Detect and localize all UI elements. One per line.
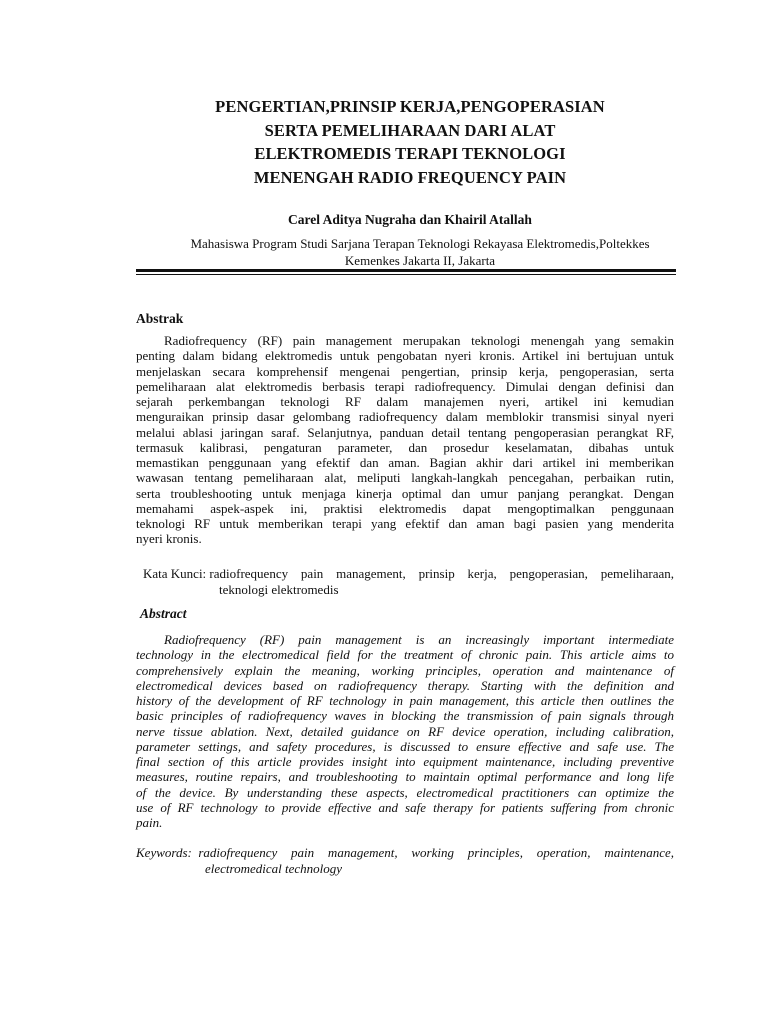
abstrak-line: nyeri kronis. bbox=[136, 531, 202, 547]
abstract-line: pain. bbox=[136, 815, 163, 830]
abstrak-body bbox=[136, 333, 674, 547]
affiliation-line: Mahasiswa Program Studi Sarjana Terapan Teknologi Rekayasa Elektromedis,Poltekkes bbox=[190, 236, 650, 251]
title-line: PENGERTIAN,PRINSIP KERJA,PENGOPERASIAN bbox=[215, 97, 605, 116]
abstrak-line: melalui ablasi jaringan saraf. Selanjutnya, panduan detail tentang pengoperasian perangkat RF, bbox=[136, 424, 674, 440]
authors: Carel Aditya Nugraha dan Khairil Atallah bbox=[288, 212, 532, 227]
keywords-label: Keywords: bbox=[136, 845, 199, 860]
abstract-line: final section of this article provides insight into equipment maintenance, including preventive bbox=[136, 754, 674, 769]
keywords-text: radiofrequency pain management, working principles, operation, maintenance, bbox=[198, 845, 674, 860]
abstrak-line: serta troubleshooting untuk menjaga kinerja optimal dan umur panjang perangkat. Dengan bbox=[136, 485, 674, 501]
paper-title bbox=[130, 95, 690, 189]
kata-kunci-row bbox=[143, 566, 674, 582]
keywords bbox=[136, 845, 674, 876]
abstrak-line: wawasan tentang pemeliharaan alat, meliputi langkah-langkah pencegahan, perbaikan rutin, bbox=[136, 470, 674, 486]
abstrak-heading: Abstrak bbox=[136, 311, 184, 326]
kata-kunci bbox=[143, 566, 674, 597]
abstract-line: of the device. By understanding these aspects, electromedical practitioners can optimize the bbox=[136, 784, 674, 800]
abstrak-line: Radiofrequency (RF) pain management merupakan teknologi menengah yang semakin bbox=[164, 333, 674, 348]
kata-kunci-label: Kata Kunci: bbox=[143, 566, 210, 581]
abstrak-line: menjelaskan secara komprehensif mengenai pengertian, prinsip kerja, pengoperasian, serta bbox=[136, 363, 674, 379]
abstrak-line: teknologi RF untuk memberikan terapi yang efektif dan aman bagi pasien yang menderita bbox=[136, 516, 674, 531]
abstrak-line: penting dalam bidang elektromedis untuk pengobatan nyeri kronis. Artikel ini bertujuan untuk bbox=[136, 348, 674, 364]
affiliation bbox=[150, 235, 690, 269]
abstract-body bbox=[136, 632, 674, 830]
abstract-line: comprehensively explain the meaning, working principles, operation and maintenance of bbox=[136, 662, 674, 678]
title-line: MENENGAH RADIO FREQUENCY PAIN bbox=[253, 167, 567, 187]
abstrak-line: menguraikan prinsip dasar gelombang radiofrequency dalam memblokir transmisi sinyal nyeri bbox=[136, 409, 674, 425]
affiliation-line: Kemenkes Jakarta II, Jakarta bbox=[344, 253, 496, 268]
title-line: ELEKTROMEDIS TERAPI TEKNOLOGI bbox=[254, 144, 566, 163]
abstrak-line: memastikan penggunaan yang efektif dan aman. Bagian akhir dari artikel ini memberikan bbox=[136, 455, 674, 470]
abstrak-line: sejarah perkembangan teknologi RF dalam manajemen nyeri, artikel ini kemudian bbox=[136, 394, 674, 409]
abstract-line: measures, routine repairs, and troubleshooting to maintain optimal performance and long life bbox=[136, 769, 674, 785]
keywords-text-continued: electromedical technology bbox=[205, 860, 343, 876]
header-rule-thick bbox=[136, 269, 676, 272]
abstract-line: use of RF technology to provide effective and safe therapy for patients suffering from chronic bbox=[136, 799, 674, 815]
abstract-line: electromedical devices based on radiofrequency therapy. Starting with the definition and bbox=[136, 677, 674, 693]
abstract-heading: Abstract bbox=[140, 606, 187, 621]
abstract-line: history of the development of RF technology in pain management, this article then outlines the bbox=[136, 693, 674, 708]
abstract-line: parameter settings, and safety procedures, is discussed to ensure effective and safe use. The bbox=[136, 738, 674, 754]
keywords-row bbox=[136, 845, 674, 861]
title-line: SERTA PEMELIHARAAN DARI ALAT bbox=[264, 120, 556, 140]
kata-kunci-text: radiofrequency pain management, prinsip kerja, pengoperasian, pemeliharaan, bbox=[209, 566, 674, 581]
header-rule-thin bbox=[136, 274, 676, 275]
abstract-line: Radiofrequency (RF) pain management is an increasingly important intermediate bbox=[164, 632, 674, 647]
abstrak-line: pemeliharaan alat elektromedis berbasis terapi radiofrequency. Dimulai dengan definisi dan bbox=[136, 378, 674, 394]
abstrak-line: memahami aspek-aspek ini, praktisi elektromedis dapat mengoptimalkan penggunaan bbox=[136, 500, 674, 516]
kata-kunci-text-continued: teknologi elektromedis bbox=[219, 581, 339, 597]
abstract-line: nerve tissue ablation. Next, detailed guidance on RF device operation, including calibration, bbox=[136, 723, 674, 739]
abstrak-line: termasuk kalibrasi, pengaturan parameter, dan prosedur keselamatan, dibahas untuk bbox=[136, 439, 674, 455]
abstract-line: basic principles of radiofrequency waves in blocking the transmission of pain signals through bbox=[136, 708, 674, 724]
abstract-line: technology in the electromedical field for the treatment of chronic pain. This article aims to bbox=[136, 647, 674, 663]
